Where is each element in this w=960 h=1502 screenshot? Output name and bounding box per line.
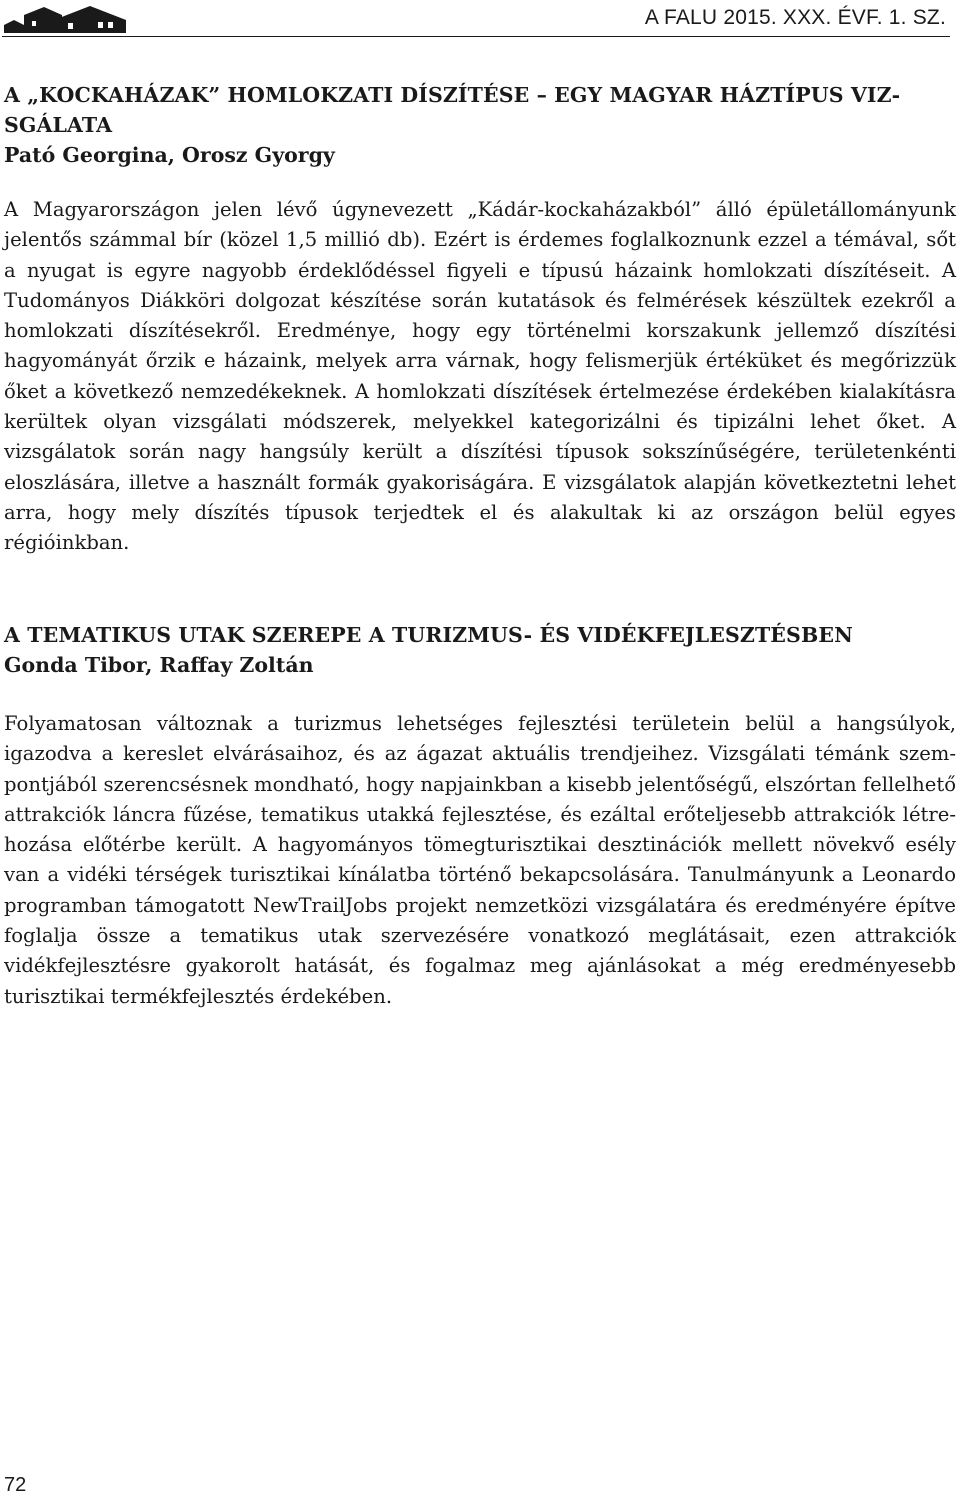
article-title: A TEMATIKUS UTAK SZEREPE A TURIZMUS- ÉS VIDÉKFEJLESZTÉSBEN	[4, 623, 853, 647]
article-authors: Gonda Tibor, Raffay Zoltán	[4, 653, 314, 677]
article-abstract: Folyamatosan változnak a turizmus lehetséges fejlesztési területein belül a hangsúlyok, igazodva a kereslet elvárásaihoz, és az ágazat aktuális trendjeihez. Vizsgálati témánk szempontjából szerencsésnek mondható, hogy napjainkban a kisebb jelentőségű, elszórtan fellelhető attrakciók láncra fűzése, tematikus utakká fejlesztése, és ezáltal erőteljesebb attrakciók létrehozása előtérbe került. A hagyományos tömegturisztikai desztinációk mellett növekvő esély van a vidéki térségek turisztikai kínálatba történő bekapcsolására. Tanulmányunk a Leonardo programban támogatott NewTrailJobs projekt nemzetközi vizsgálatára és eredményére építve foglalja össze a tematikus utak szervezésére vonatkozó meglátásait, ezen attrakciók vidékfejlesztésre gyakorolt hatását, és fogalmaz meg ajánlásokat a még eredményesebb turisztikai termékfejlesztés érdekében.	[4, 712, 956, 1008]
article-title: A „KOCKAHÁZAK” HOMLOKZATI DÍSZÍTÉSE – EGY MAGYAR HÁZTÍPUS VIZSGÁLATA	[4, 83, 901, 137]
header-divider	[2, 36, 950, 37]
article-abstract: A Magyarországon jelen lévő úgynevezett „Kádár-kockaházakból” álló épületállományunk jelentős számmal bír (közel 1,5 millió db). Ezért is érdemes foglalkoznunk ezzel a témával, sőt a nyugat is egyre nagyobb érdeklődéssel figyeli e típusú házaink homlokzati díszítéseit. A Tudományos Diákköri dolgozat készítése során kutatások és felmérések készültek ezekről a homlokzati díszítésekről. Eredménye, hogy egy történelmi korszakunk jellemző díszítési hagyományát őrzik e házaink, melyek arra várnak, hogy felismerjük értéküket és megőrizzük őket a következő nemzedékeknek. A homlokzati díszítések értelmezése érdekében kialakításra kerültek olyan vizsgálati módszerek, melyekkel kategorizálni és tipizálni lehet őket. A vizsgálatok során nagy hangsúly került a díszítési típusok sokszínűségére, területenkénti eloszlására, illetve a használt formák gyakoriságára. E vizsgálatok alapján következtetni lehet arra, hogy mely díszítés típusok terjedtek el és alakultak ki az országon belül egyes régióinkban.	[4, 198, 956, 555]
page-header	[0, 0, 960, 40]
article-authors: Pató Georgina, Orosz Gyorgy	[4, 143, 335, 167]
page-number: 72	[4, 1474, 27, 1496]
article-tematikus-utak	[4, 620, 956, 1012]
article-kockahazak	[4, 80, 956, 559]
farmhouse-logo-icon	[2, 3, 128, 36]
journal-header-title: A FALU 2015. XXX. ÉVF. 1. SZ.	[644, 6, 946, 29]
